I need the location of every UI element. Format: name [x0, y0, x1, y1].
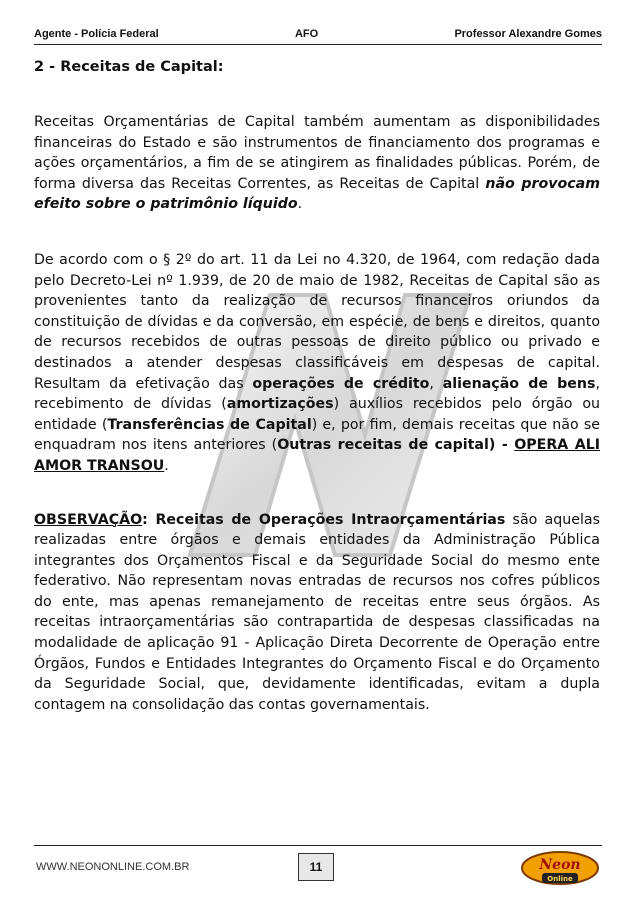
para3-bold-intraorcamentarias: : Receitas de Operações Intraorçamentárias: [142, 511, 506, 528]
para2-text-1: De acordo com o § 2º do art. 11 da Lei no 4.320, de 1964, com redação dada pelo Decreto-Lei nº 1.939, de 20 de maio de 1982, Receitas de Capital são as provenientes tanto da realização de recursos financeiros oriundos da constituição de dívidas e da conversão, em espécie, de bens e direitos, quanto de recursos recebidos de outras pessoas de direito público ou privado e destinados a atender despesas classificáveis em despesas de capital. Resultam da efetivação das: [34, 251, 600, 392]
page-header: [34, 28, 602, 45]
header-center: AFO: [294, 28, 319, 40]
para3-text: são aquelas realizadas entre órgãos e demais entidades da Administração Pública integrantes dos Orçamentos Fiscal e da Seguridade Social do mesmo ente federativo. Não representam novas entradas de recursos nos cofres públicos do ente, mas apenas remanejamento de receitas entre seus órgãos. As receitas intraorçamentárias são contrapartida de despesas classificadas na modalidade de aplicação 91 - Aplicação Direta Decorrente de Operação entre Órgãos, Fundos e Entidades Integrantes do Orçamento Fiscal e do Orçamento da Seguridade Social, que, devidamente identificadas, evitam a dupla contagem na consolidação das contas governamentais.: [34, 511, 600, 713]
para2-text-5: ) e, por fim, demais receitas que não se enquadram nos itens anteriores (: [34, 416, 600, 454]
section-title: 2 - Receitas de Capital:: [34, 59, 224, 75]
header-left: Agente - Polícia Federal: [34, 28, 159, 40]
para1-emphasis: não provocam efeito sobre o patrimônio líquido: [34, 175, 601, 213]
para2-bold-operacoes: operações de crédito: [252, 375, 430, 392]
para2-bold-outras: Outras receitas de capital) -: [277, 437, 515, 454]
para2-text-3: , recebimento de dívidas (: [34, 375, 600, 413]
paragraph-observacao: [34, 510, 600, 716]
observacao-label: OBSERVAÇÃO: [34, 511, 143, 528]
logo-subtext: Online: [547, 875, 573, 883]
footer-url: WWW.NEONONLINE.COM.BR: [36, 861, 190, 873]
para2-bold-transferencias: Transferências de Capital: [107, 416, 312, 433]
logo-text: Neon: [539, 857, 581, 873]
para2-text-4: ) auxílios recebidos pelo órgão ou entidade (: [34, 396, 600, 433]
page-number: 11: [298, 853, 334, 881]
page-content: [34, 58, 600, 715]
paragraph-receitas-capital: [34, 112, 600, 215]
paragraph-lei-4320: [34, 250, 600, 477]
footer-divider: [34, 845, 602, 846]
para1-text-1: Receitas Orçamentárias de Capital também aumentam as disponibilidades financeiras do Estado e são instrumentos de financiamento dos programas e ações orçamentários, a fim de se atingirem as finalidades públicas. Porém, de forma diversa das Receitas Correntes, as Receitas de Capital: [34, 114, 600, 192]
header-right: Professor Alexandre Gomes: [454, 28, 602, 40]
para1-text-2: .: [297, 196, 303, 213]
para2-mnemonic: OPERA ALI AMOR TRANSOU: [34, 437, 601, 474]
neon-logo-icon: [520, 848, 600, 888]
para2-text-2: ,: [429, 375, 443, 392]
para2-bold-alienacao: alienação de bens: [442, 375, 596, 392]
para2-text-6: .: [164, 457, 169, 474]
para2-bold-amortizacoes: amortizações: [226, 396, 334, 413]
